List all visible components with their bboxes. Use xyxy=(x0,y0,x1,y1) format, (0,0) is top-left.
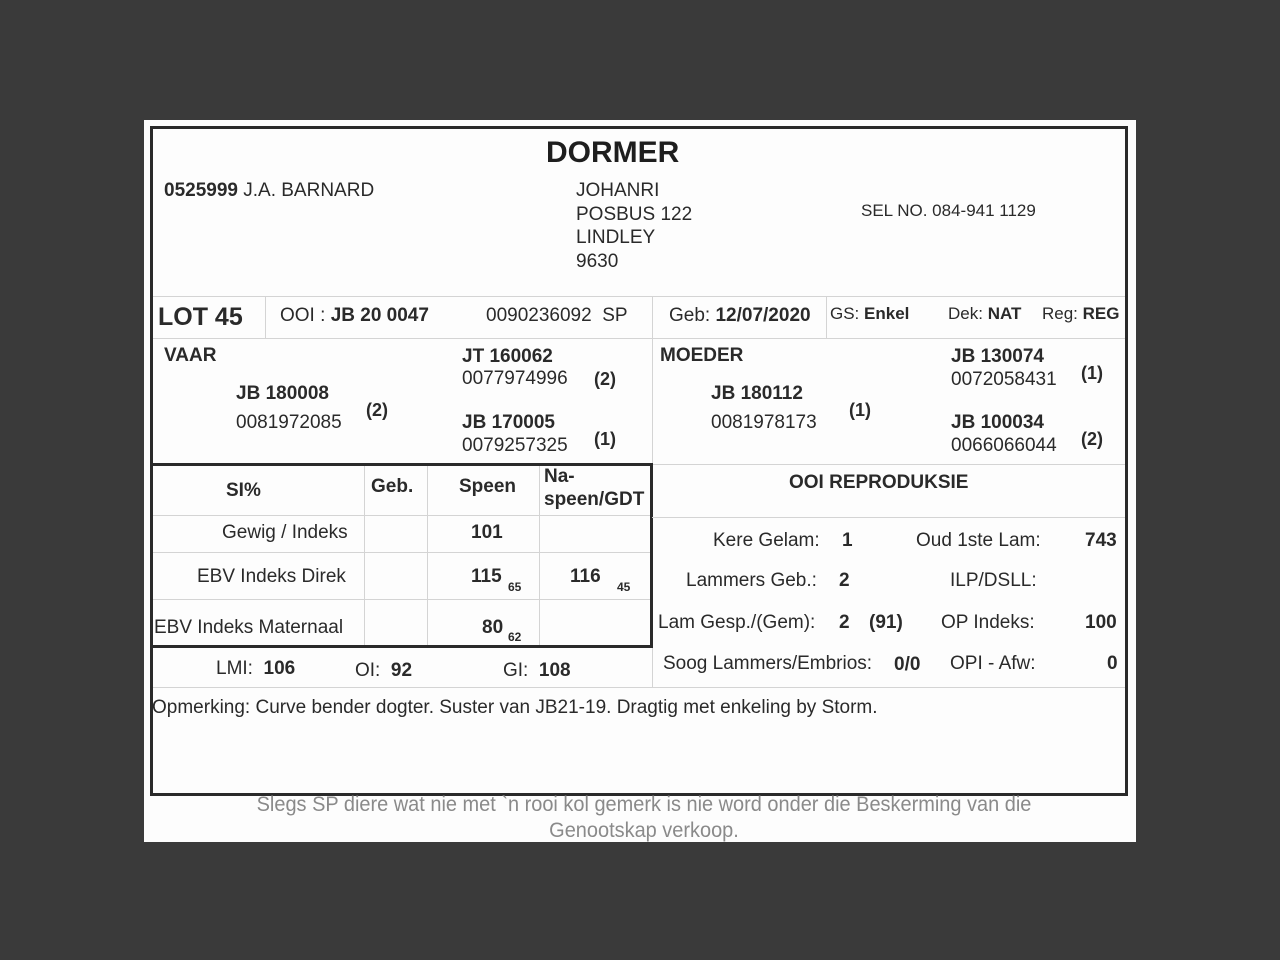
gs-label: GS: xyxy=(830,304,860,323)
lmi-label: LMI: xyxy=(216,658,253,679)
phone-number: SEL NO. 084-941 1129 xyxy=(861,201,1036,220)
si-naspeen-accuracy: 45 xyxy=(617,580,631,594)
si-header-na: Na- xyxy=(544,466,575,487)
footer-line: Genootskap verkoop. xyxy=(549,819,739,842)
remark-text: Opmerking: Curve bender dogter. Suster van JB21-19. Dragtig met enkeling by Storm. xyxy=(152,697,878,718)
dam-sire-name: JB 130074 xyxy=(951,346,1044,367)
op-indeks-label: OP Indeks: xyxy=(941,612,1035,633)
si-header-naspeen: speen/GDT xyxy=(544,489,645,510)
divider xyxy=(652,464,1125,465)
dam-sire-number: 0072058431 xyxy=(951,369,1057,390)
breed-title: DORMER xyxy=(546,136,680,169)
kere-gelam-value: 1 xyxy=(842,530,853,551)
si-speen-value: 101 xyxy=(471,522,503,543)
dam-dam-name: JB 100034 xyxy=(951,412,1044,433)
sire-heading: VAAR xyxy=(164,345,217,366)
lammers-geb-value: 2 xyxy=(839,570,850,591)
grade: SP xyxy=(602,305,628,326)
lmi-field xyxy=(216,658,295,680)
divider xyxy=(153,552,650,553)
dam-sire-count: (1) xyxy=(1081,363,1103,383)
lot-number: LOT 45 xyxy=(158,303,243,331)
dek-label: Dek: xyxy=(948,304,983,323)
si-table-border xyxy=(153,645,653,648)
lam-gesp-value: 2 xyxy=(839,612,850,633)
si-naspeen-value: 116 xyxy=(570,566,601,587)
id-number-field xyxy=(486,305,628,327)
sire-name: JB 180008 xyxy=(236,383,329,404)
divider xyxy=(652,517,1125,518)
kere-gelam-label: Kere Gelam: xyxy=(713,530,820,551)
si-table-border xyxy=(153,463,653,466)
divider xyxy=(652,296,653,464)
oi-value: 92 xyxy=(390,660,413,681)
reg-label: Reg: xyxy=(1042,304,1078,323)
dam-name: JB 180112 xyxy=(711,383,803,404)
sire-sire-name: JT 160062 xyxy=(462,346,553,367)
si-row-label: EBV Indeks Maternaal xyxy=(154,617,344,638)
divider xyxy=(427,466,428,645)
breeder-info xyxy=(164,180,374,202)
divider xyxy=(153,599,650,600)
geb-date: 12/07/2020 xyxy=(715,305,811,326)
gs-value: Enkel xyxy=(864,304,910,323)
divider xyxy=(153,338,1125,339)
lot-card xyxy=(144,120,1136,842)
ooi-field xyxy=(280,305,429,327)
si-header-si: SI% xyxy=(226,480,261,501)
address-line: LINDLEY xyxy=(576,227,656,248)
dek-field xyxy=(948,304,1021,324)
dam-heading: MOEDER xyxy=(660,345,744,366)
address-line: 9630 xyxy=(576,250,619,272)
id-number: 0090236092 xyxy=(486,305,592,326)
divider xyxy=(265,296,266,338)
si-speen-value: 115 xyxy=(471,566,502,587)
birth-date-field xyxy=(669,305,811,327)
opi-afw-label: OPI - Afw: xyxy=(950,653,1036,674)
divider xyxy=(652,648,653,688)
divider xyxy=(364,466,365,645)
dam-dam-count: (2) xyxy=(1081,429,1103,449)
footer-disclaimer xyxy=(169,792,1119,844)
sire-count: (2) xyxy=(366,400,388,420)
gi-value: 108 xyxy=(538,660,571,681)
dam-count: (1) xyxy=(849,400,871,420)
si-row-label: Gewig / Indeks xyxy=(222,522,348,543)
sire-dam-name: JB 170005 xyxy=(462,412,555,433)
si-speen-accuracy: 62 xyxy=(508,630,522,644)
lam-gem-value: (91) xyxy=(869,612,903,633)
soog-label: Soog Lammers/Embrios: xyxy=(663,653,873,674)
oud-1ste-lam-value: 743 xyxy=(1085,530,1117,551)
op-indeks-value: 100 xyxy=(1085,612,1117,633)
oud-1ste-lam-label: Oud 1ste Lam: xyxy=(916,530,1041,551)
oi-label: OI: xyxy=(355,660,381,681)
sire-number: 0081972085 xyxy=(236,412,342,433)
reproduction-title: OOI REPRODUKSIE xyxy=(789,472,969,493)
gi-label: GI: xyxy=(503,660,529,681)
oi-field xyxy=(355,660,412,682)
lammers-geb-label: Lammers Geb.: xyxy=(686,570,817,591)
si-speen-accuracy: 65 xyxy=(508,580,522,594)
lmi-value: 106 xyxy=(263,658,296,679)
divider xyxy=(539,466,540,645)
ooi-label: OOI : xyxy=(280,305,326,326)
lam-gesp-label: Lam Gesp./(Gem): xyxy=(658,612,816,633)
reg-value: REG xyxy=(1082,304,1120,323)
dek-value: NAT xyxy=(987,304,1022,323)
si-row-label: EBV Indeks Direk xyxy=(197,566,346,587)
divider xyxy=(153,687,1125,688)
sire-dam-number: 0079257325 xyxy=(462,435,568,456)
footer-line: Slegs SP diere wat nie met `n rooi kol gemerk is nie word onder die Beskerming van die xyxy=(256,793,1032,816)
divider xyxy=(153,296,1125,297)
ilp-dsll-label: ILP/DSLL: xyxy=(950,570,1037,591)
address-line: JOHANRI xyxy=(576,180,660,201)
ooi-id: JB 20 0047 xyxy=(330,305,429,326)
sire-dam-count: (1) xyxy=(594,429,616,449)
dam-number: 0081978173 xyxy=(711,412,817,433)
sire-sire-count: (2) xyxy=(594,369,616,389)
breeder-name: J.A. BARNARD xyxy=(243,180,375,201)
soog-value: 0/0 xyxy=(894,654,921,675)
divider xyxy=(153,515,650,516)
gs-field xyxy=(830,304,909,324)
si-speen-value: 80 xyxy=(482,617,504,638)
address-line: POSBUS 122 xyxy=(576,203,693,225)
gi-field xyxy=(503,660,571,682)
breeder-address xyxy=(576,179,692,273)
breeder-code: 0525999 xyxy=(164,180,238,201)
reg-field xyxy=(1042,304,1120,324)
si-table-border xyxy=(650,463,653,648)
geb-label: Geb: xyxy=(669,305,711,326)
si-header-geb: Geb. xyxy=(371,476,414,497)
dam-dam-number: 0066066044 xyxy=(951,435,1057,456)
divider xyxy=(826,296,827,338)
opi-afw-value: 0 xyxy=(1107,653,1118,674)
sire-sire-number: 0077974996 xyxy=(462,368,568,389)
si-header-speen: Speen xyxy=(459,476,517,497)
